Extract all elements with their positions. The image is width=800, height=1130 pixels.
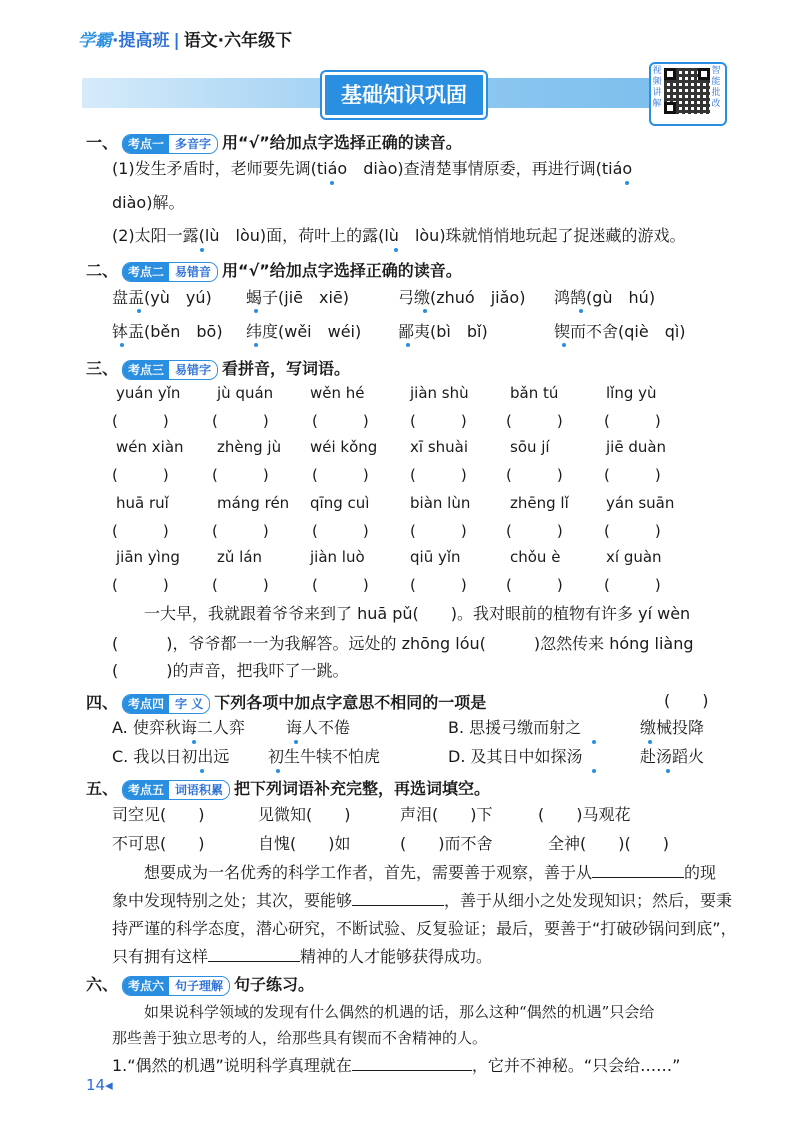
s3-passage-3: ( )的声音，把我吓了一跳。: [112, 661, 349, 680]
pinyin-prompt: wéi kǒng: [310, 438, 378, 456]
pinyin-prompt: qīng cuì: [310, 494, 370, 512]
emphasis-dot: [648, 740, 652, 744]
section-6-heading: 六、 考点六 句子理解 句子练习。: [86, 975, 315, 994]
pinyin-prompt: sōu jí: [510, 438, 550, 456]
answer-box[interactable]: ( ): [604, 466, 661, 484]
pinyin-prompt: bǎn tú: [510, 384, 559, 402]
pinyin-prompt: xī shuài: [410, 438, 469, 456]
pinyin-prompt: zǔ lán: [217, 548, 263, 566]
pinyin-prompt: zhēng lǐ: [510, 494, 569, 512]
topic-badge: 考点五 词语积累: [122, 780, 230, 800]
s5-passage-4: 只有拥有这样 精神的人才能够获得成功。: [112, 947, 493, 966]
emphasis-dot: [562, 343, 566, 347]
pinyin-prompt: yán suān: [606, 494, 675, 512]
emphasis-dot: [254, 309, 258, 313]
quote-line-1: 如果说科学领域的发现有什么偶然的机遇的话，那么这种“偶然的机遇”只会给: [144, 1003, 655, 1021]
emphasis-dot: [579, 309, 583, 313]
pinyin-prompt: wěn hé: [310, 384, 365, 402]
answer-blank[interactable]: [208, 947, 300, 962]
pinyin-prompt: chǒu è: [510, 548, 561, 566]
answer-box[interactable]: ( ): [312, 466, 369, 484]
series-name: 提高班: [118, 31, 170, 51]
emphasis-dot: [294, 740, 298, 744]
option-a[interactable]: A. 使弈秋诲二人弈: [112, 718, 245, 737]
answer-box[interactable]: ( ): [112, 466, 169, 484]
page-number: 14◂: [86, 1076, 113, 1094]
section-5-heading: 五、 考点五 词语积累 把下列词语补充完整，再选词填空。: [86, 779, 491, 798]
emphasis-dot: [394, 248, 398, 252]
topic-badge: 考点四 字 义: [122, 694, 210, 714]
pinyin-prompt: jiàn shù: [410, 384, 469, 402]
idiom-fill[interactable]: 声泪( )下: [400, 805, 493, 824]
answer-box[interactable]: ( ): [212, 522, 269, 540]
pinyin-choice: 弓缴(zhuó jiǎo): [398, 288, 526, 307]
book-header: 学霸·提高班 | 语文·六年级下: [78, 31, 293, 51]
answer-box[interactable]: ( ): [604, 412, 661, 430]
emphasis-dot: [625, 181, 629, 185]
answer-box[interactable]: ( ): [112, 412, 169, 430]
quote-line-2: 那些善于独立思考的人，给那些具有锲而不舍精神的人。: [112, 1029, 488, 1047]
answer-box[interactable]: ( ): [506, 576, 563, 594]
section-3-heading: 三、 考点三 易错字 看拼音，写词语。: [86, 359, 351, 378]
banner-title: 基础知识巩固: [322, 72, 486, 118]
emphasis-dot: [254, 343, 258, 347]
pinyin-prompt: biàn lùn: [410, 494, 471, 512]
pinyin-prompt: jiān yìng: [116, 548, 180, 566]
topic-badge: 考点三 易错字: [122, 360, 218, 380]
emphasis-dot: [200, 769, 204, 773]
pinyin-prompt: jiàn luò: [310, 548, 365, 566]
pinyin-choice: 纬度(wěi wéi): [246, 322, 362, 341]
emphasis-dot: [276, 769, 280, 773]
section-instruction: 用“√”给加点字选择正确的读音。: [222, 133, 462, 152]
pinyin-choice: 钵盂(běn bō): [112, 322, 223, 341]
emphasis-dot: [592, 769, 596, 773]
section-instruction: 用“√”给加点字选择正确的读音。: [222, 261, 462, 280]
pinyin-choice: 蝎子(jiē xiē): [246, 288, 349, 307]
s5-passage-3: 持严谨的科学态度，潜心研究，不断试验、反复验证；最后，要善于“打破砂锅问到底”，: [112, 919, 737, 938]
option-d-compare: 赴汤蹈火: [640, 747, 705, 766]
answer-box[interactable]: ( ): [410, 412, 467, 430]
option-a-compare: 诲人不倦: [286, 718, 351, 737]
topic-badge: 考点六 句子理解: [122, 976, 230, 996]
topic-badge: 考点一 多音字: [122, 134, 218, 154]
qr-finder: [664, 102, 676, 114]
pinyin-choice: 锲而不舍(qiè qì): [554, 322, 686, 341]
section-4-heading: 四、 考点四 字 义 下列各项中加点字意思不相同的一项是: [86, 693, 487, 712]
answer-blank[interactable]: [592, 863, 684, 878]
option-b-compare: 缴械投降: [640, 718, 705, 737]
answer-box[interactable]: ( ): [506, 412, 563, 430]
idiom-fill[interactable]: 全神( )( ): [548, 834, 669, 853]
answer-box[interactable]: ( ): [312, 522, 369, 540]
idiom-fill[interactable]: ( )马观花: [538, 805, 631, 824]
qr-right-label: 智能批改: [711, 66, 721, 109]
option-c[interactable]: C. 我以日初出远: [112, 747, 230, 766]
pinyin-prompt: máng rén: [217, 494, 290, 512]
emphasis-dot: [330, 181, 334, 185]
emphasis-dot: [137, 309, 141, 313]
pinyin-prompt: qiū yǐn: [410, 548, 461, 566]
emphasis-dot: [120, 343, 124, 347]
pinyin-choice: 鄙夷(bì bǐ): [398, 322, 488, 341]
question-1: 1.“偶然的机遇”说明科学真理就在 ，它并不神秘。“只会给……”: [112, 1056, 681, 1075]
emphasis-dot: [592, 740, 596, 744]
option-b[interactable]: B. 思援弓缴而射之: [448, 718, 582, 737]
idiom-fill[interactable]: 自愧( )如: [258, 834, 351, 853]
s1-line-2: diào)解。: [112, 193, 185, 212]
answer-blank[interactable]: [352, 1056, 472, 1071]
answer-box[interactable]: ( ): [410, 522, 467, 540]
qr-finder: [698, 68, 710, 80]
pinyin-prompt: zhèng jù: [217, 438, 282, 456]
idiom-fill[interactable]: 见微知( ): [258, 805, 351, 824]
pinyin-choice: 鸿鹄(gù hú): [554, 288, 656, 307]
section-2-heading: 二、 考点二 易错音 用“√”给加点字选择正确的读音。: [86, 261, 462, 280]
pinyin-prompt: wén xiàn: [116, 438, 184, 456]
answer-box[interactable]: ( ): [312, 412, 369, 430]
pinyin-prompt: xí guàn: [606, 548, 662, 566]
answer-box[interactable]: ( ): [410, 576, 467, 594]
emphasis-dot: [200, 248, 204, 252]
answer-box[interactable]: ( ): [212, 466, 269, 484]
answer-blank[interactable]: [352, 891, 444, 906]
subject-grade: 语文·六年级下: [183, 31, 293, 51]
pinyin-prompt: yuán yǐn: [116, 384, 181, 402]
option-c-compare: 初生牛犊不怕虎: [268, 747, 381, 766]
pinyin-prompt: jù quán: [217, 384, 274, 402]
section-instruction: 句子练习。: [234, 975, 315, 994]
qr-finder: [664, 68, 676, 80]
answer-box[interactable]: ( ): [312, 576, 369, 594]
idiom-fill[interactable]: ( )而不舍: [400, 834, 493, 853]
emphasis-dot: [666, 769, 670, 773]
answer-box[interactable]: ( ): [410, 466, 467, 484]
section-instruction: 看拼音，写词语。: [222, 359, 351, 378]
option-d[interactable]: D. 及其日中如探汤: [448, 747, 583, 766]
s3-passage-2: ( )，爷爷都一一为我解答。远处的 zhōng lóu( )忽然传来 hóng liàng: [112, 634, 694, 653]
answer-box[interactable]: ( ): [506, 522, 563, 540]
topic-badge: 考点二 易错音: [122, 262, 218, 282]
section-1-heading: 一、 考点一 多音字 用“√”给加点字选择正确的读音。: [86, 133, 462, 152]
answer-box[interactable]: ( ): [112, 576, 169, 594]
pinyin-prompt: huā ruǐ: [116, 494, 169, 512]
pinyin-choice: 盘盂(yù yú): [112, 288, 212, 307]
answer-box[interactable]: ( ): [212, 412, 269, 430]
emphasis-dot: [192, 740, 196, 744]
section-instruction: 把下列词语补充完整，再选词填空。: [234, 779, 491, 798]
brand-logo: 学霸: [78, 31, 112, 51]
emphasis-dot: [406, 343, 410, 347]
answer-box[interactable]: ( ): [604, 576, 661, 594]
answer-bracket[interactable]: ( ): [664, 691, 709, 710]
answer-box[interactable]: ( ): [604, 522, 661, 540]
pinyin-prompt: lǐng yù: [606, 384, 657, 402]
idiom-fill[interactable]: 司空见( ): [112, 805, 205, 824]
s1-line-3: (2)太阳一露(lù lòu)面，荷叶上的露(lù lòu)珠就悄悄地玩起了捉迷藏的游戏。: [112, 226, 686, 245]
emphasis-dot: [423, 309, 427, 313]
idiom-fill[interactable]: 不可思( ): [112, 834, 205, 853]
s5-passage-1: 想要成为一名优秀的科学工作者，首先，需要善于观察，善于从 的现: [144, 863, 717, 882]
section-instruction: 下列各项中加点字意思不相同的一项是: [214, 693, 487, 712]
answer-box[interactable]: ( ): [506, 466, 563, 484]
pinyin-prompt: jiē duàn: [606, 438, 667, 456]
answer-box[interactable]: ( ): [212, 576, 269, 594]
s3-passage-1: 一大早，我就跟着爷爷来到了 huā pǔ( )。我对眼前的植物有许多 yí wèn: [144, 604, 691, 623]
s1-line-1: (1)发生矛盾时，老师要先调(tiáo diào)查清楚事情原委，再进行调(tiáo: [112, 159, 633, 178]
s5-passage-2: 象中发现特别之处；其次，要能够 ，善于从细小之处发现知识；然后，要秉: [112, 891, 733, 910]
qr-left-label: 视频讲解: [652, 66, 662, 109]
answer-box[interactable]: ( ): [112, 522, 169, 540]
